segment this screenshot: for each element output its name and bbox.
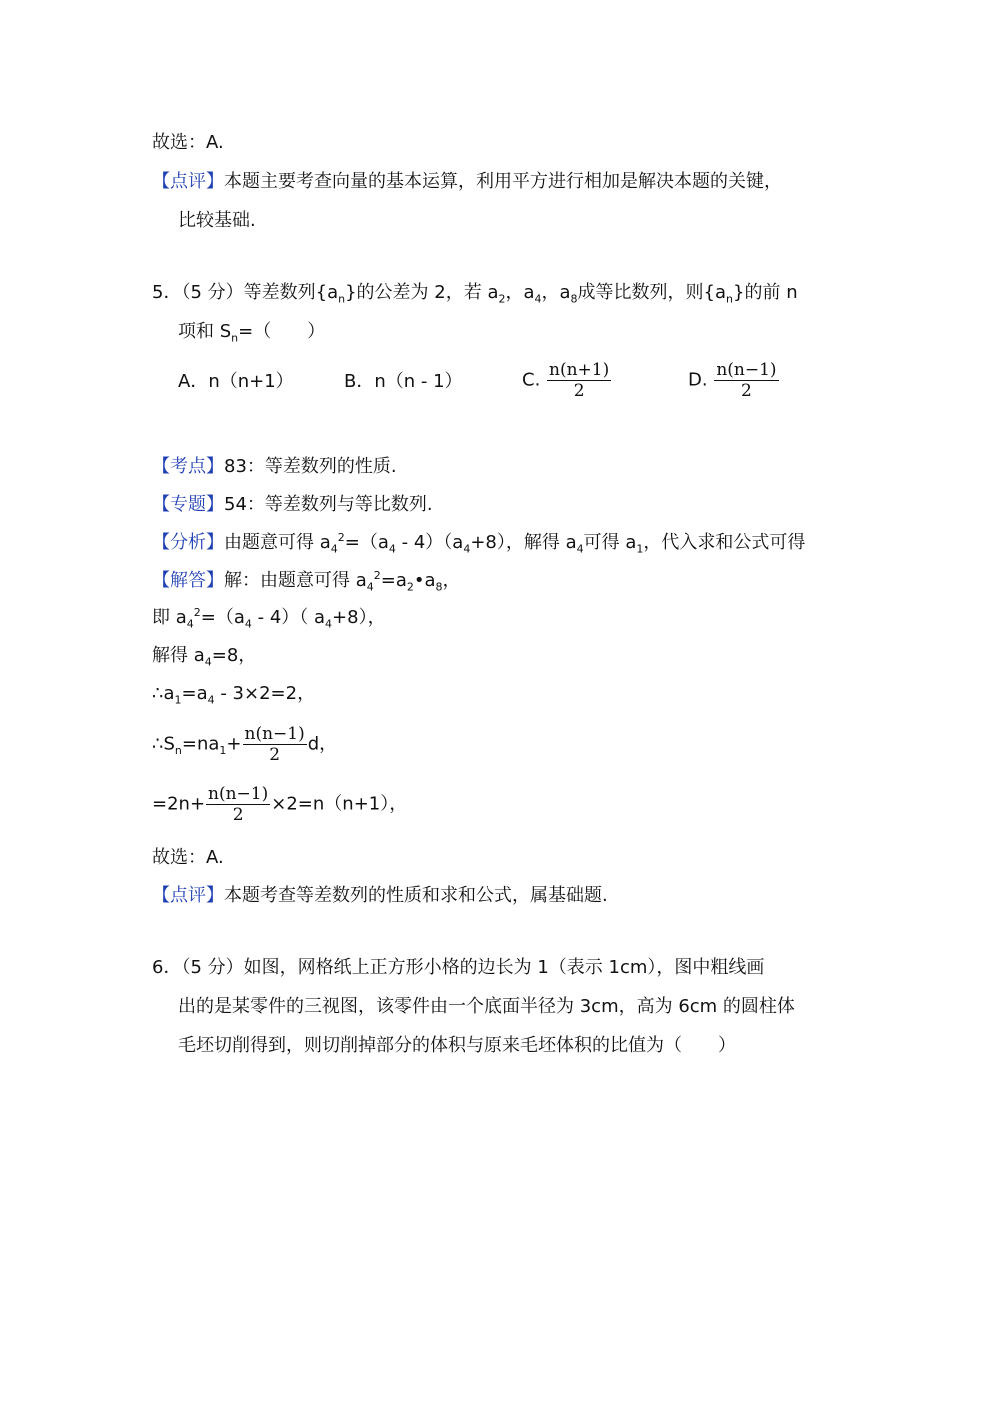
q6-line-2: 出的是某零件的三视图，该零件由一个底面半径为 3cm，高为 6cm 的圆柱体 <box>178 996 795 1017</box>
kaodian: 【考点】83：等差数列的性质. <box>152 456 397 477</box>
option-c: C. $\frac{n(n+1)}{2}$ <box>522 360 610 401</box>
q4-choice: 故选：A. <box>152 132 224 153</box>
comment-tag: 【点评】 <box>152 171 224 192</box>
step-5: =2n+ $\frac{n(n-1)}{2}$ ×2=n（n+1）， <box>152 784 408 825</box>
q4-comment-cont: 比较基础. <box>178 210 256 231</box>
q4-comment <box>152 170 782 194</box>
option-d-fraction: $\frac{n(n-1)}{2}$ <box>716 360 777 401</box>
option-a: A．n（n+1） <box>178 371 294 392</box>
step-5-fraction: $\frac{n(n-1)}{2}$ <box>208 784 269 825</box>
option-d: D. $\frac{n(n-1)}{2}$ <box>688 360 777 401</box>
q5-comment: 【点评】本题考查等差数列的性质和求和公式，属基础题. <box>152 885 608 906</box>
q5-stem-cont: 项和 $S_n=$（ ） <box>178 321 326 345</box>
fenxi: 【分析】由题意可得 $a_4^2=(a_4 - 4)(a_4+8)$，解得 $a_4$可得 $a_1$，代入求和公式可得 <box>152 531 806 556</box>
q6-line-1: 6．（5 分）如图，网格纸上正方形小格的边长为 1（表示 1cm），图中粗线画 <box>152 957 765 978</box>
option-b: B．n（n - 1） <box>344 371 463 392</box>
zhuanti: 【专题】54：等差数列与等比数列. <box>152 494 433 515</box>
q5-stem: 5．（5 分）等差数列$\{a_n\}$的公差为 2，若 $a_2$，$a_4$，$a_8$成等比数列，则$\{a_n\}$的前 n <box>152 282 798 306</box>
comment-text: 本题主要考查向量的基本运算，利用平方进行相加是解决本题的关键， <box>224 171 782 192</box>
step-1: 即 $a_4^2=(a_4 - 4)$（ $a_4+8$）， <box>152 606 386 631</box>
step-3: $\therefore a_1=a_4 - 3\times 2=2$， <box>152 683 316 707</box>
step-4-fraction: $\frac{n(n-1)}{2}$ <box>244 724 305 765</box>
q5-choice: 故选：A. <box>152 847 224 868</box>
step-2: 解得 $a_4=8$， <box>152 645 257 669</box>
option-c-fraction: $\frac{n(n+1)}{2}$ <box>549 360 610 401</box>
q6-line-3: 毛坯切削得到，则切削掉部分的体积与原来毛坯体积的比值为（ ） <box>178 1035 736 1056</box>
jieda: 【解答】解：由题意可得 $a_4^2=a_2•a_8$， <box>152 569 461 594</box>
step-4: $\therefore S_n=na_1+$ $\frac{n(n-1)}{2}$ d， <box>152 724 338 765</box>
